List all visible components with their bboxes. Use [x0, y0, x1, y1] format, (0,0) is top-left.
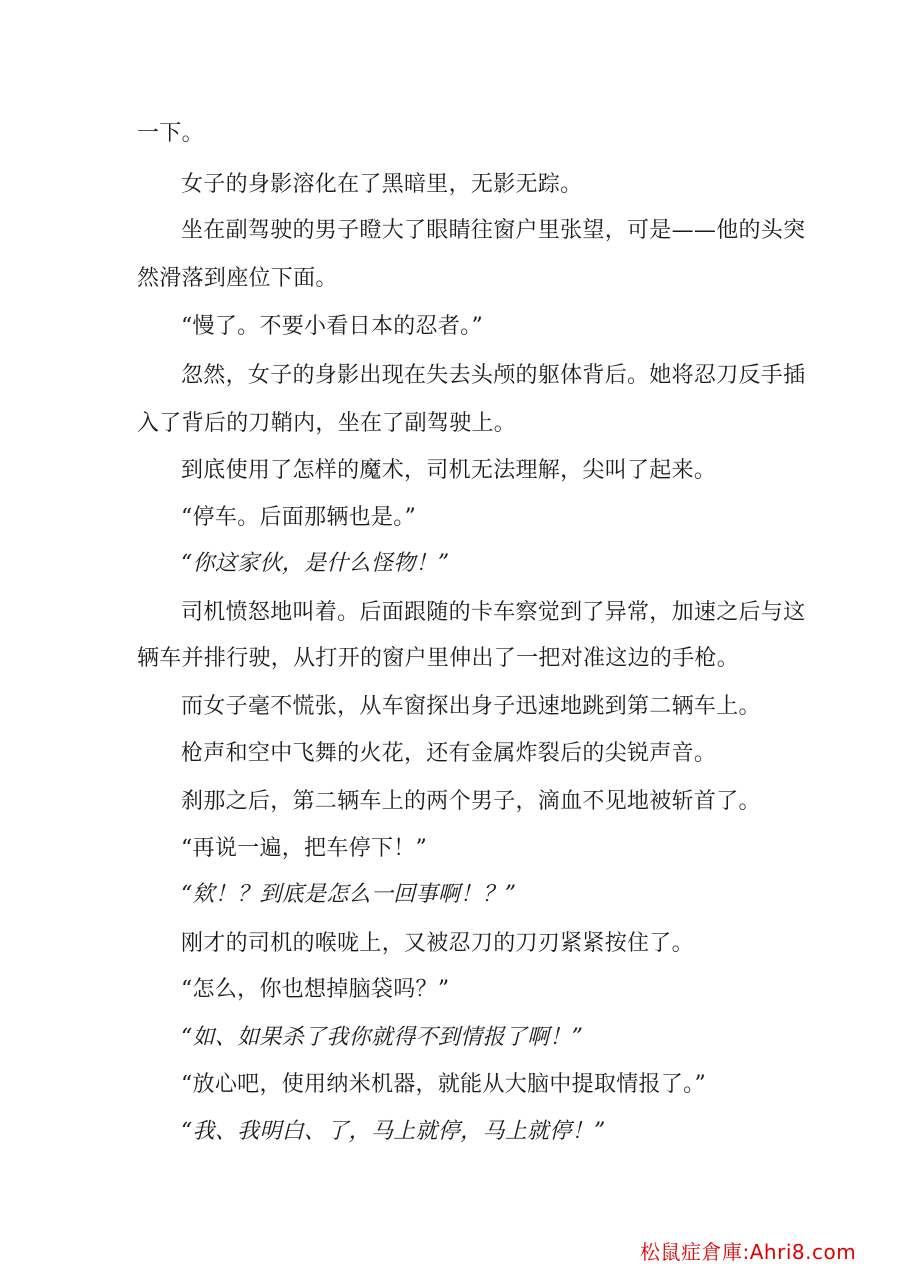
dialogue: “欸！？到底是怎么一回事啊！？” — [181, 882, 517, 907]
dialogue: “怎么，你也想掉脑袋吗？” — [181, 977, 450, 1002]
paragraph-line: 入了背后的刀鞘内，坐在了副驾驶上。 — [137, 411, 517, 436]
paragraph-line: 司机愤怒地叫着。后面跟随的卡车察觉到了异常，加速之后与这 — [181, 600, 806, 625]
paragraph: 而女子毫不慌张，从车窗探出身子迅速地跳到第二辆车上。 — [181, 694, 761, 719]
paragraph-line: 辆车并排行驶，从打开的窗户里伸出了一把对准这边的手枪。 — [137, 646, 740, 671]
paragraph: 刚才的司机的喉咙上，又被忍刀的刀刃紧紧按住了。 — [181, 931, 694, 956]
watermark-text: 松鼠症倉庫:Ahri8.com — [640, 1240, 857, 1264]
paragraph-line: 坐在副驾驶的男子瞪大了眼睛往窗户里张望，可是——他的头突 — [181, 218, 806, 243]
dialogue: “如、如果杀了我你就得不到情报了啊！” — [181, 1025, 584, 1050]
dialogue: “再说一遍，把车停下！” — [181, 836, 428, 861]
paragraph: 枪声和空中飞舞的火花，还有金属炸裂后的尖锐声音。 — [181, 741, 717, 766]
paragraph-line: 一下。 — [137, 121, 204, 146]
dialogue: “停车。后面那辆也是。” — [181, 505, 417, 530]
paragraph: 刹那之后，第二辆车上的两个男子，滴血不见地被斩首了。 — [181, 789, 761, 814]
paragraph-line: 忽然，女子的身影出现在失去头颅的躯体背后。她将忍刀反手插 — [181, 363, 806, 388]
paragraph-line: 然滑落到座位下面。 — [137, 266, 338, 291]
paragraph: 到底使用了怎样的魔术，司机无法理解，尖叫了起来。 — [181, 458, 717, 483]
paragraph: 女子的身影溶化在了黑暗里，无影无踪。 — [181, 172, 583, 197]
dialogue: “我、我明白、了，马上就停，马上就停！” — [181, 1119, 606, 1144]
dialogue: “放心吧，使用纳米机器，就能从大脑中提取情报了。” — [181, 1072, 706, 1097]
dialogue: “你这家伙，是什么怪物！” — [181, 551, 450, 576]
dialogue: “慢了。不要小看日本的忍者。” — [181, 314, 483, 339]
